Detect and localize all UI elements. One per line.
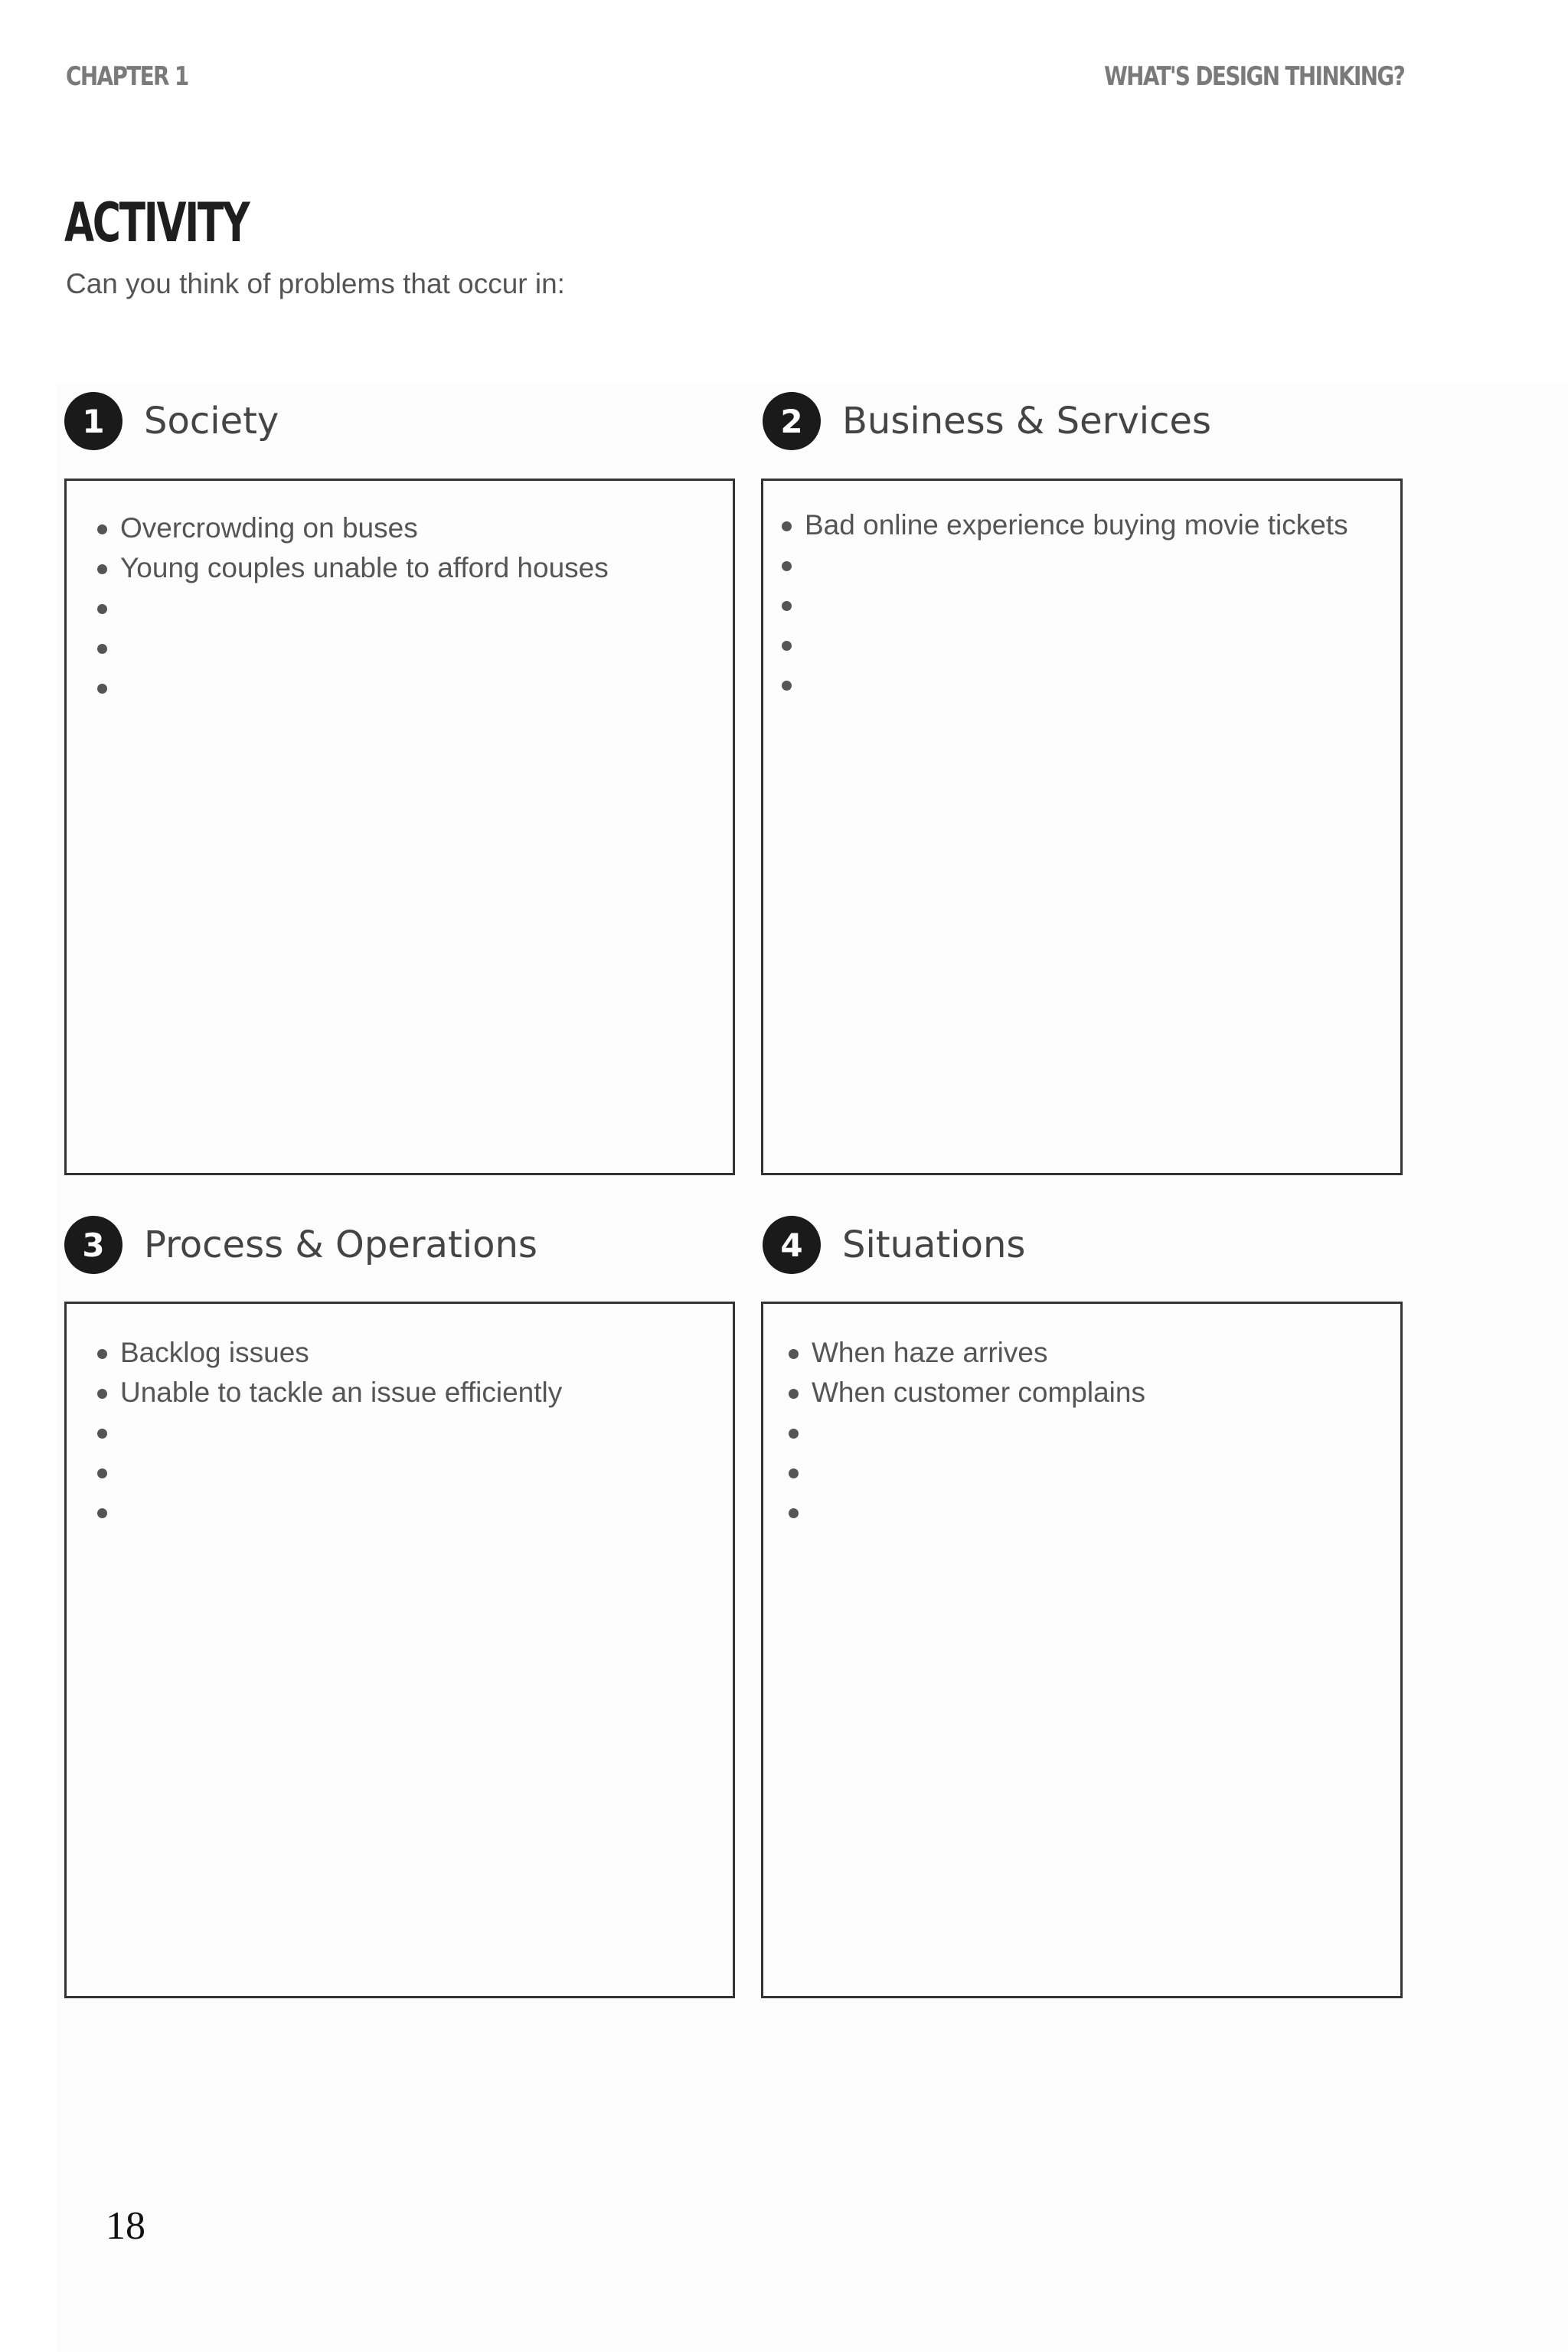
answer-box-situations[interactable] <box>761 1302 1403 1998</box>
list-item: Bad online experience buying movie tickets <box>782 505 1400 545</box>
list-item <box>789 1452 1400 1492</box>
section-title: Process & Operations <box>144 1223 537 1266</box>
section-heading-situations <box>763 1214 1025 1276</box>
answer-box-process-operations[interactable] <box>64 1302 735 1998</box>
section-heading-process-operations <box>64 1214 537 1276</box>
bullet-list <box>97 508 733 707</box>
list-item: Backlog issues <box>97 1333 733 1373</box>
list-item <box>97 1452 733 1492</box>
list-item <box>97 588 733 628</box>
bullet-list <box>97 1333 733 1532</box>
list-item <box>782 625 1400 665</box>
list-item <box>782 665 1400 704</box>
section-heading-business-services <box>763 390 1211 452</box>
list-item: Unable to tackle an issue efficiently <box>97 1373 733 1413</box>
number-badge: 4 <box>763 1216 821 1274</box>
section-title: Business & Services <box>842 400 1212 443</box>
section-title: Situations <box>842 1223 1026 1266</box>
number-badge: 2 <box>763 392 821 450</box>
answer-box-society[interactable] <box>64 479 735 1175</box>
list-item: When customer complains <box>789 1373 1400 1413</box>
number-badge: 3 <box>64 1216 122 1274</box>
list-item <box>789 1492 1400 1532</box>
list-item <box>97 1413 733 1452</box>
list-item: When haze arrives <box>789 1333 1400 1373</box>
activity-title: ACTIVITY <box>64 191 249 254</box>
section-heading-society <box>64 390 279 452</box>
section-title: Society <box>144 400 279 443</box>
list-item <box>97 668 733 707</box>
list-item <box>782 585 1400 625</box>
list-item <box>789 1413 1400 1452</box>
bullet-list <box>782 505 1400 704</box>
activity-prompt: Can you think of problems that occur in: <box>66 268 565 299</box>
page-number: 18 <box>106 2204 145 2248</box>
chapter-label: CHAPTER 1 <box>66 61 188 92</box>
list-item: Overcrowding on buses <box>97 508 733 548</box>
section-running-title: WHAT'S DESIGN THINKING? <box>1103 61 1404 92</box>
list-item <box>782 545 1400 585</box>
answer-box-business-services[interactable] <box>761 479 1403 1175</box>
number-badge: 1 <box>64 392 122 450</box>
list-item <box>97 628 733 668</box>
bullet-list <box>789 1333 1400 1532</box>
list-item: Young couples unable to afford houses <box>97 548 733 588</box>
list-item <box>97 1492 733 1532</box>
